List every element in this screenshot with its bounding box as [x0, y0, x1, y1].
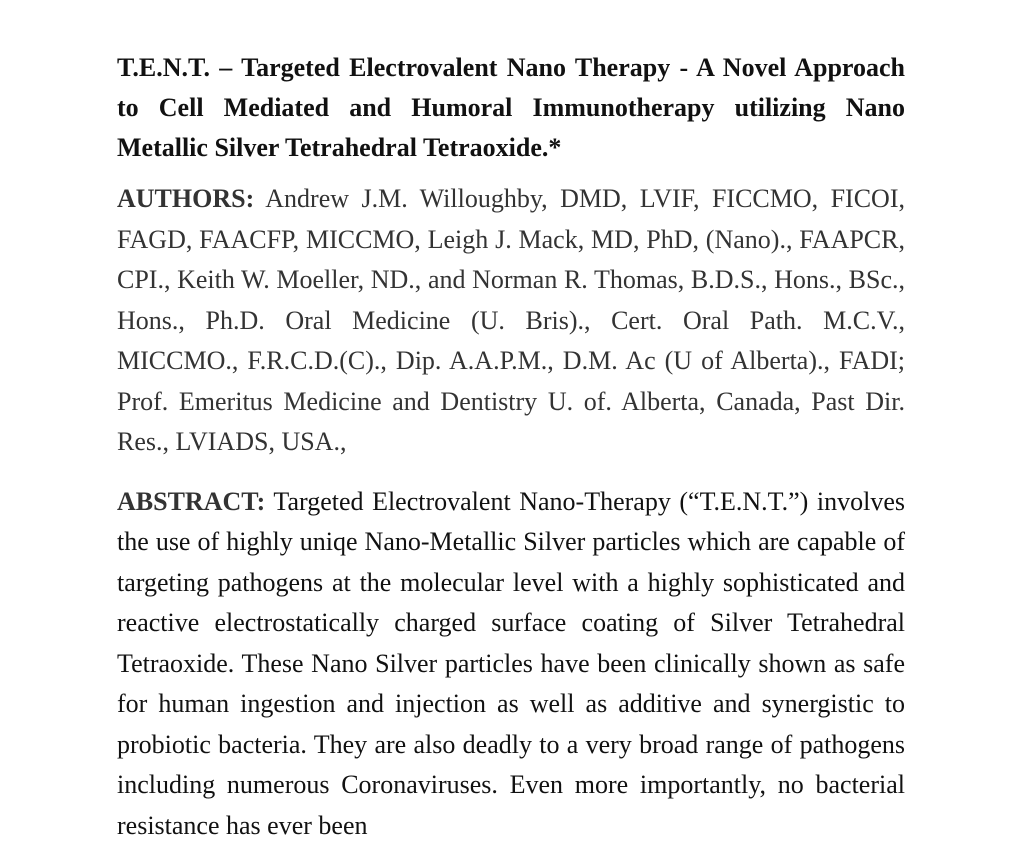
authors-text: Andrew J.M. Willoughby, DMD, LVIF, FICCMO, FICOI, FAGD, FAACFP, MICCMO, Leigh J. Mack, MD, PhD, (Nano)., FAAPCR, CPI., Keith W. Moeller, ND., and Norman R. Thomas, B.D.S., Hons., BSc., Hons., Ph.D. Oral Medicine (U. Bris)., Cert. Oral Path. M.C.V., MICCMO., F.R.C.D.(C)., Dip. A.A.P.M., D.M. Ac (U of Alberta)., FADI; Prof. Emeritus Medicine and Dentistry U. of. Alberta, Canada, Past Dir. Res., LVIADS, USA.,	[117, 184, 905, 456]
abstract-text: Targeted Electrovalent Nano-Therapy (“T.E.N.T.”) involves the use of highly uniqe Nano-Metallic Silver particles which are capable of targeting pathogens at the molecular level with a highly sophisticated and reactive electrostatically charged surface coating of Silver Tetrahedral Tetraoxide. These Nano Silver particles have been clinically shown as safe for human ingestion and injection as well as additive and synergistic to probiotic bacteria. They are also deadly to a very broad range of pathogens including numerous Coronaviruses. Even more importantly, no bacterial resistance has ever been	[117, 486, 905, 840]
paper-page	[117, 48, 905, 865]
abstract-paragraph	[117, 482, 905, 847]
abstract-label: ABSTRACT:	[117, 486, 266, 516]
paper-title: T.E.N.T. – Targeted Electrovalent Nano Therapy - A Novel Approach to Cell Mediated and Humoral Immunotherapy utilizing Nano Metallic Silver Tetrahedral Tetraoxide.*	[117, 53, 905, 162]
authors-label: AUTHORS:	[117, 184, 255, 213]
authors-paragraph	[117, 179, 905, 463]
